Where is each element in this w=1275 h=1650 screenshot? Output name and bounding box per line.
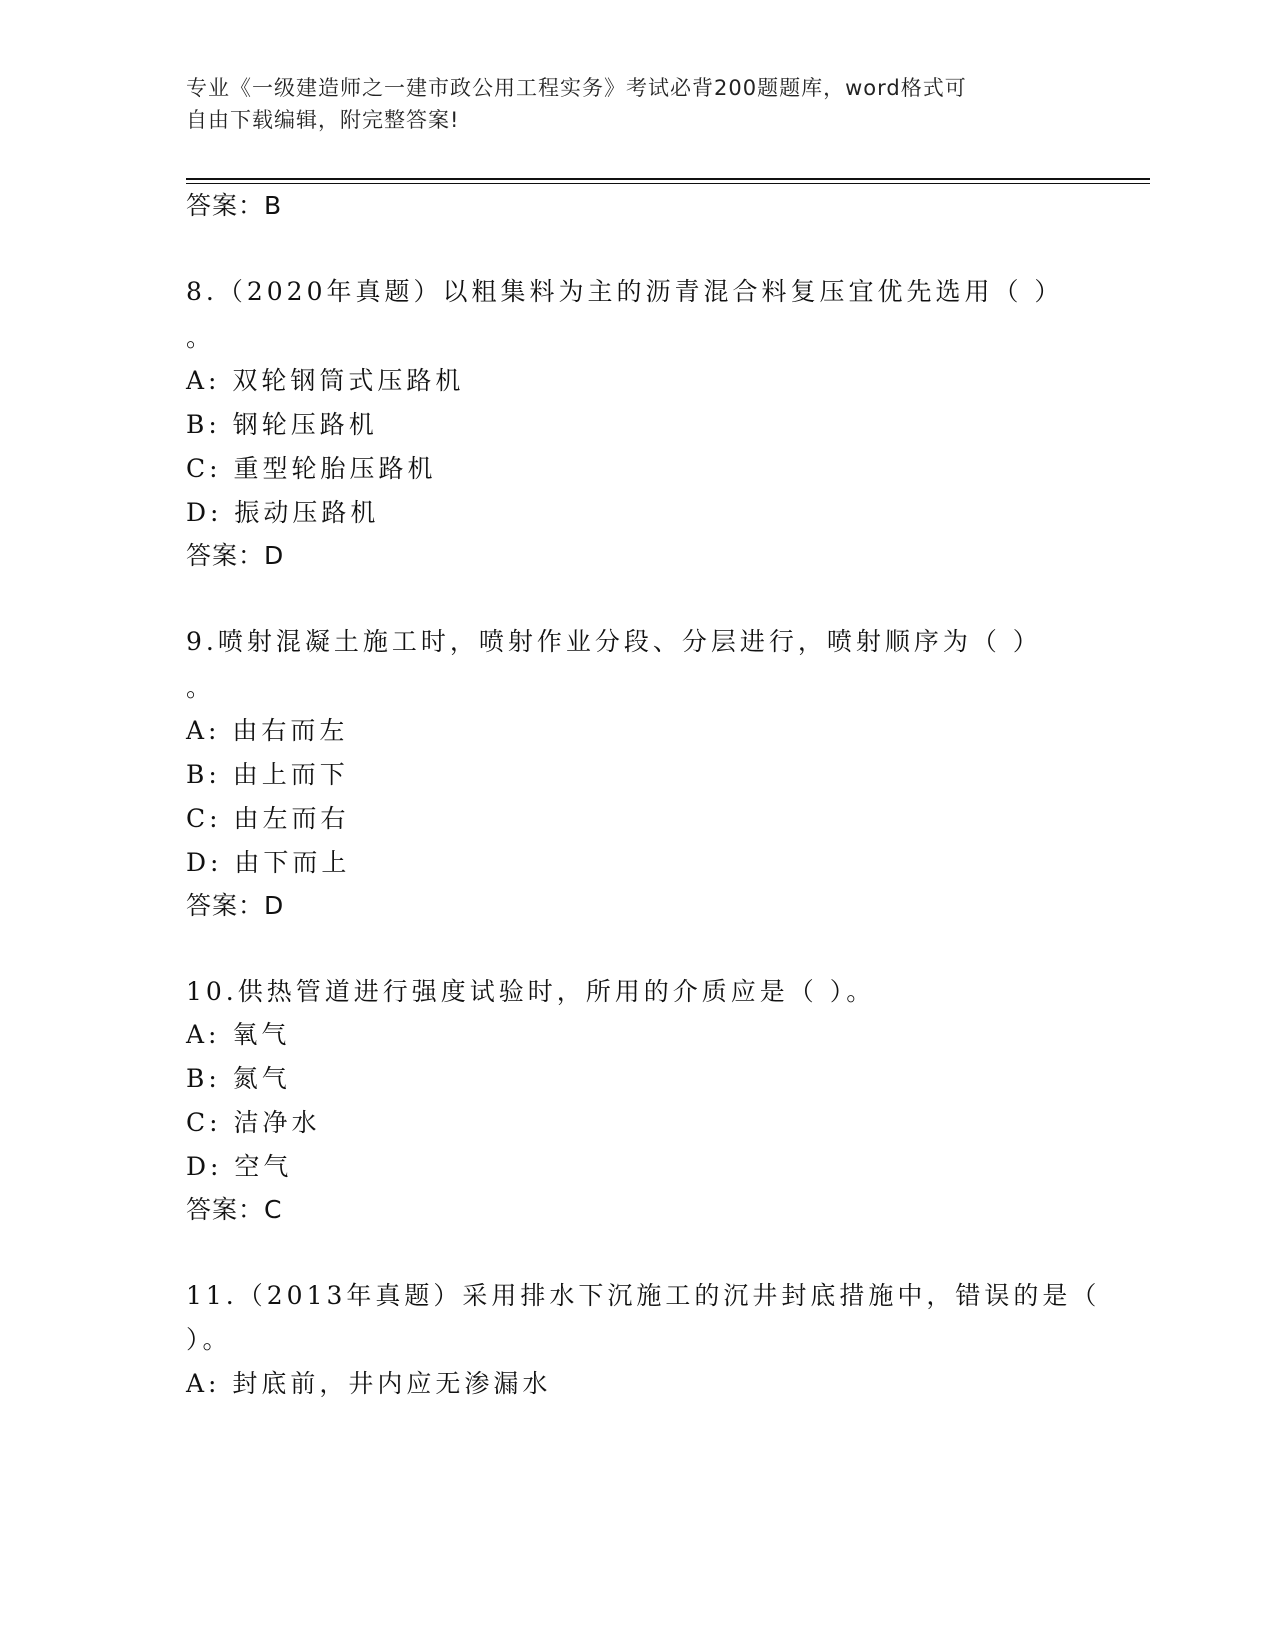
page-header [186, 72, 1086, 136]
question-9-option-d: D: 由下而上 [186, 848, 351, 877]
question-9-option-c: C: 由左而右 [186, 804, 350, 833]
question-9-option-b: B: 由上而下 [186, 760, 349, 789]
question-11-stem-cont: ）。 [186, 1325, 232, 1354]
question-10-option-a: A: 氧气 [186, 1020, 291, 1049]
question-11-stem: 11.（2013年真题）采用排水下沉施工的沉井封底措施中，错误的是（ [186, 1281, 1101, 1310]
question-10-stem: 10.供热管道进行强度试验时，所用的介质应是（ ）。 [186, 977, 876, 1006]
question-8-stem: 8.（2020年真题）以粗集料为主的沥青混合料复压宜优先选用（ ） [186, 277, 1064, 306]
question-10-option-c: C: 洁净水 [186, 1108, 321, 1137]
header-rule-thin [186, 183, 1150, 184]
question-9-stem: 9.喷射混凝土施工时，喷射作业分段、分层进行，喷射顺序为（ ） [186, 627, 1042, 656]
question-8-option-d: D: 振动压路机 [186, 498, 380, 527]
header-line-2: 自由下载编辑，附完整答案! [186, 108, 460, 132]
question-10-option-b: B: 氮气 [186, 1064, 291, 1093]
question-10-option-d: D: 空气 [186, 1152, 293, 1181]
question-11-option-a: A: 封底前，井内应无渗漏水 [186, 1369, 552, 1398]
question-10-answer: 答案：C [186, 1195, 283, 1224]
answer-prev: 答案：B [186, 191, 283, 220]
question-9-answer: 答案：D [186, 891, 285, 920]
question-8-option-c: C: 重型轮胎压路机 [186, 454, 437, 483]
question-8-answer: 答案：D [186, 541, 285, 570]
header-rule-thick [186, 178, 1150, 180]
header-line-1: 专业《一级建造师之一建市政公用工程实务》考试必背200题题库，word格式可 [186, 76, 967, 100]
question-8-stem-cont: 。 [186, 323, 216, 352]
question-8-option-a: A: 双轮钢筒式压路机 [186, 366, 465, 395]
question-8-option-b: B: 钢轮压路机 [186, 410, 378, 439]
question-9-stem-cont: 。 [186, 673, 216, 702]
question-9-option-a: A: 由右而左 [186, 716, 349, 745]
